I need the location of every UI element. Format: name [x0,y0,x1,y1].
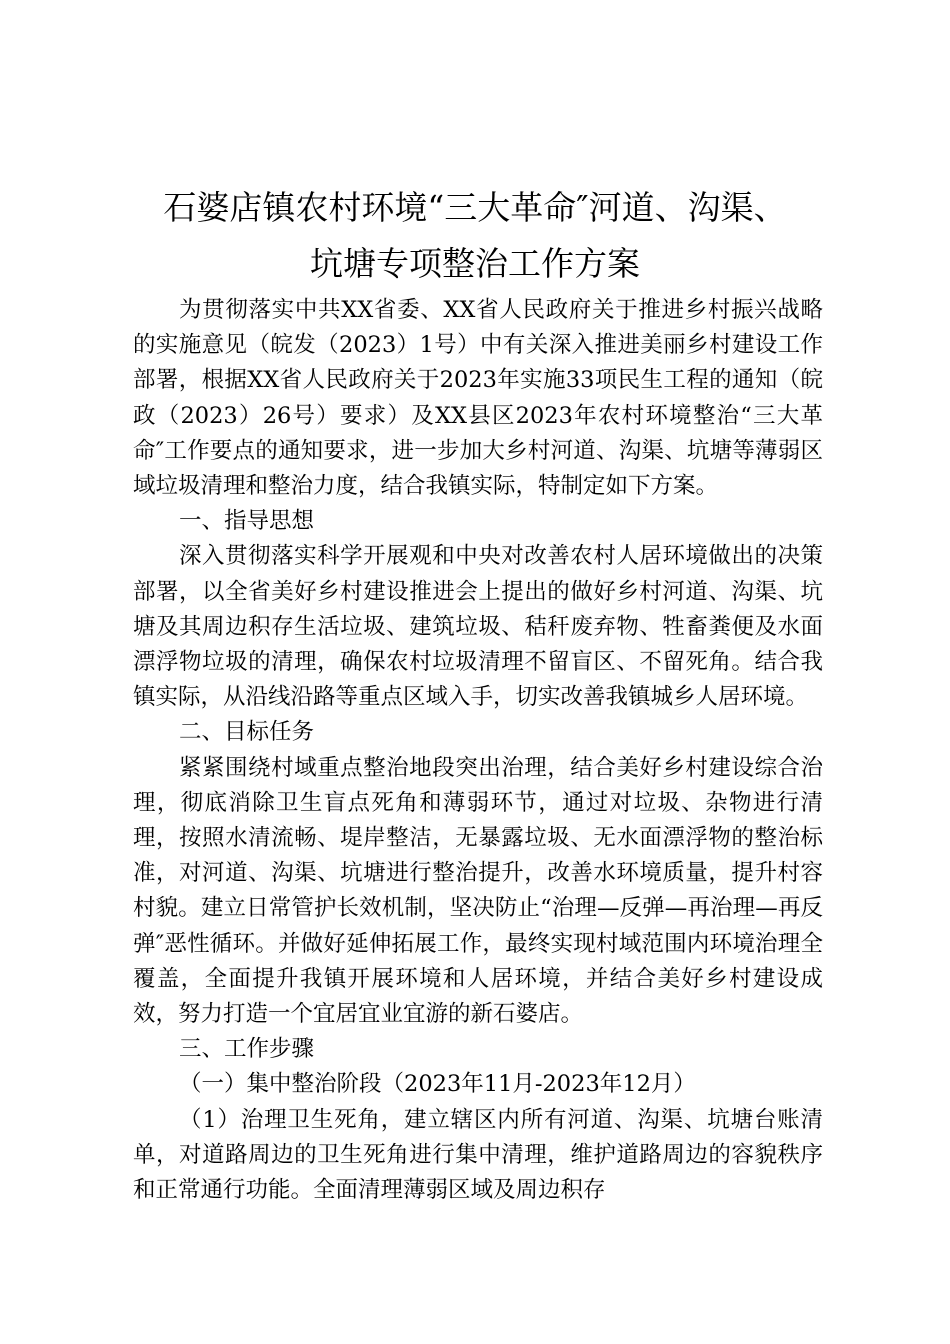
title-line-2: 坑塘专项整治工作方案 [310,244,640,283]
title-line-1: 石婆店镇农村环境“三大革命″河道、沟渠、 [163,188,787,227]
section-heading-work-steps: 三、工作步骤 [179,1036,315,1063]
targets-paragraph: 紧紧围绕村域重点整治地段突出治理，结合美好乡村建设综合治理，彻底消除卫生盲点死角和薄弱环节，通过对垃圾、杂物进行清理，按照水清流畅、堤岸整洁，无暴露垃圾、无水面漂浮物的整治标准，对河道、沟渠、坑塘进行整治提升，改善水环境质量，提升村容村貌。建立日常管护长效机制，坚决防止“治理—反弹—再治理—再反弹″恶性循环。并做好延伸拓展工作，最终实现村域范围内环境治理全覆盖，全面提升我镇开展环境和人居环境，并结合美好乡村建设成效，努力打造一个宜居宜业宜游的新石婆店。 [133,754,823,1028]
section-heading-guiding-thought: 一、指导思想 [179,508,315,535]
section-heading-targets: 二、目标任务 [179,719,315,746]
document-title [110,180,840,292]
document-body [133,293,823,1208]
guiding-thought-paragraph: 深入贯彻落实科学开展观和中央对改善农村人居环境做出的决策部署，以全省美好乡村建设推进会上提出的做好乡村河道、沟渠、坑塘及其周边积存生活垃圾、建筑垃圾、秸秆废弃物、牲畜粪便及水面漂浮物垃圾的清理，确保农村垃圾清理不留盲区、不留死角。结合我镇实际，从沿线沿路等重点区域入手，切实改善我镇城乡人居环境。 [133,543,823,711]
subsection-heading-concentrated-rectification: （一）集中整治阶段（2023年11月-2023年12月） [179,1071,696,1098]
intro-paragraph: 为贯彻落实中共XX省委、XX省人民政府关于推进乡村振兴战略的实施意见（皖发（2023）1号）中有关深入推进美丽乡村建设工作部署，根据XX省人民政府关于2023年实施33项民生工程的通知（皖政（2023）26号）要求）及XX县区2023年农村环境整治“三大革命″工作要点的通知要求，进一步加大乡村河道、沟渠、坑塘等薄弱区域垃圾清理和整治力度，结合我镇实际，特制定如下方案。 [133,297,823,500]
concentrated-rectification-paragraph: （1）治理卫生死角，建立辖区内所有河道、沟渠、坑塘台账清单，对道路周边的卫生死角进行集中清理，维护道路周边的容貌秩序和正常通行功能。全面清理薄弱区域及周边积存 [133,1106,823,1204]
